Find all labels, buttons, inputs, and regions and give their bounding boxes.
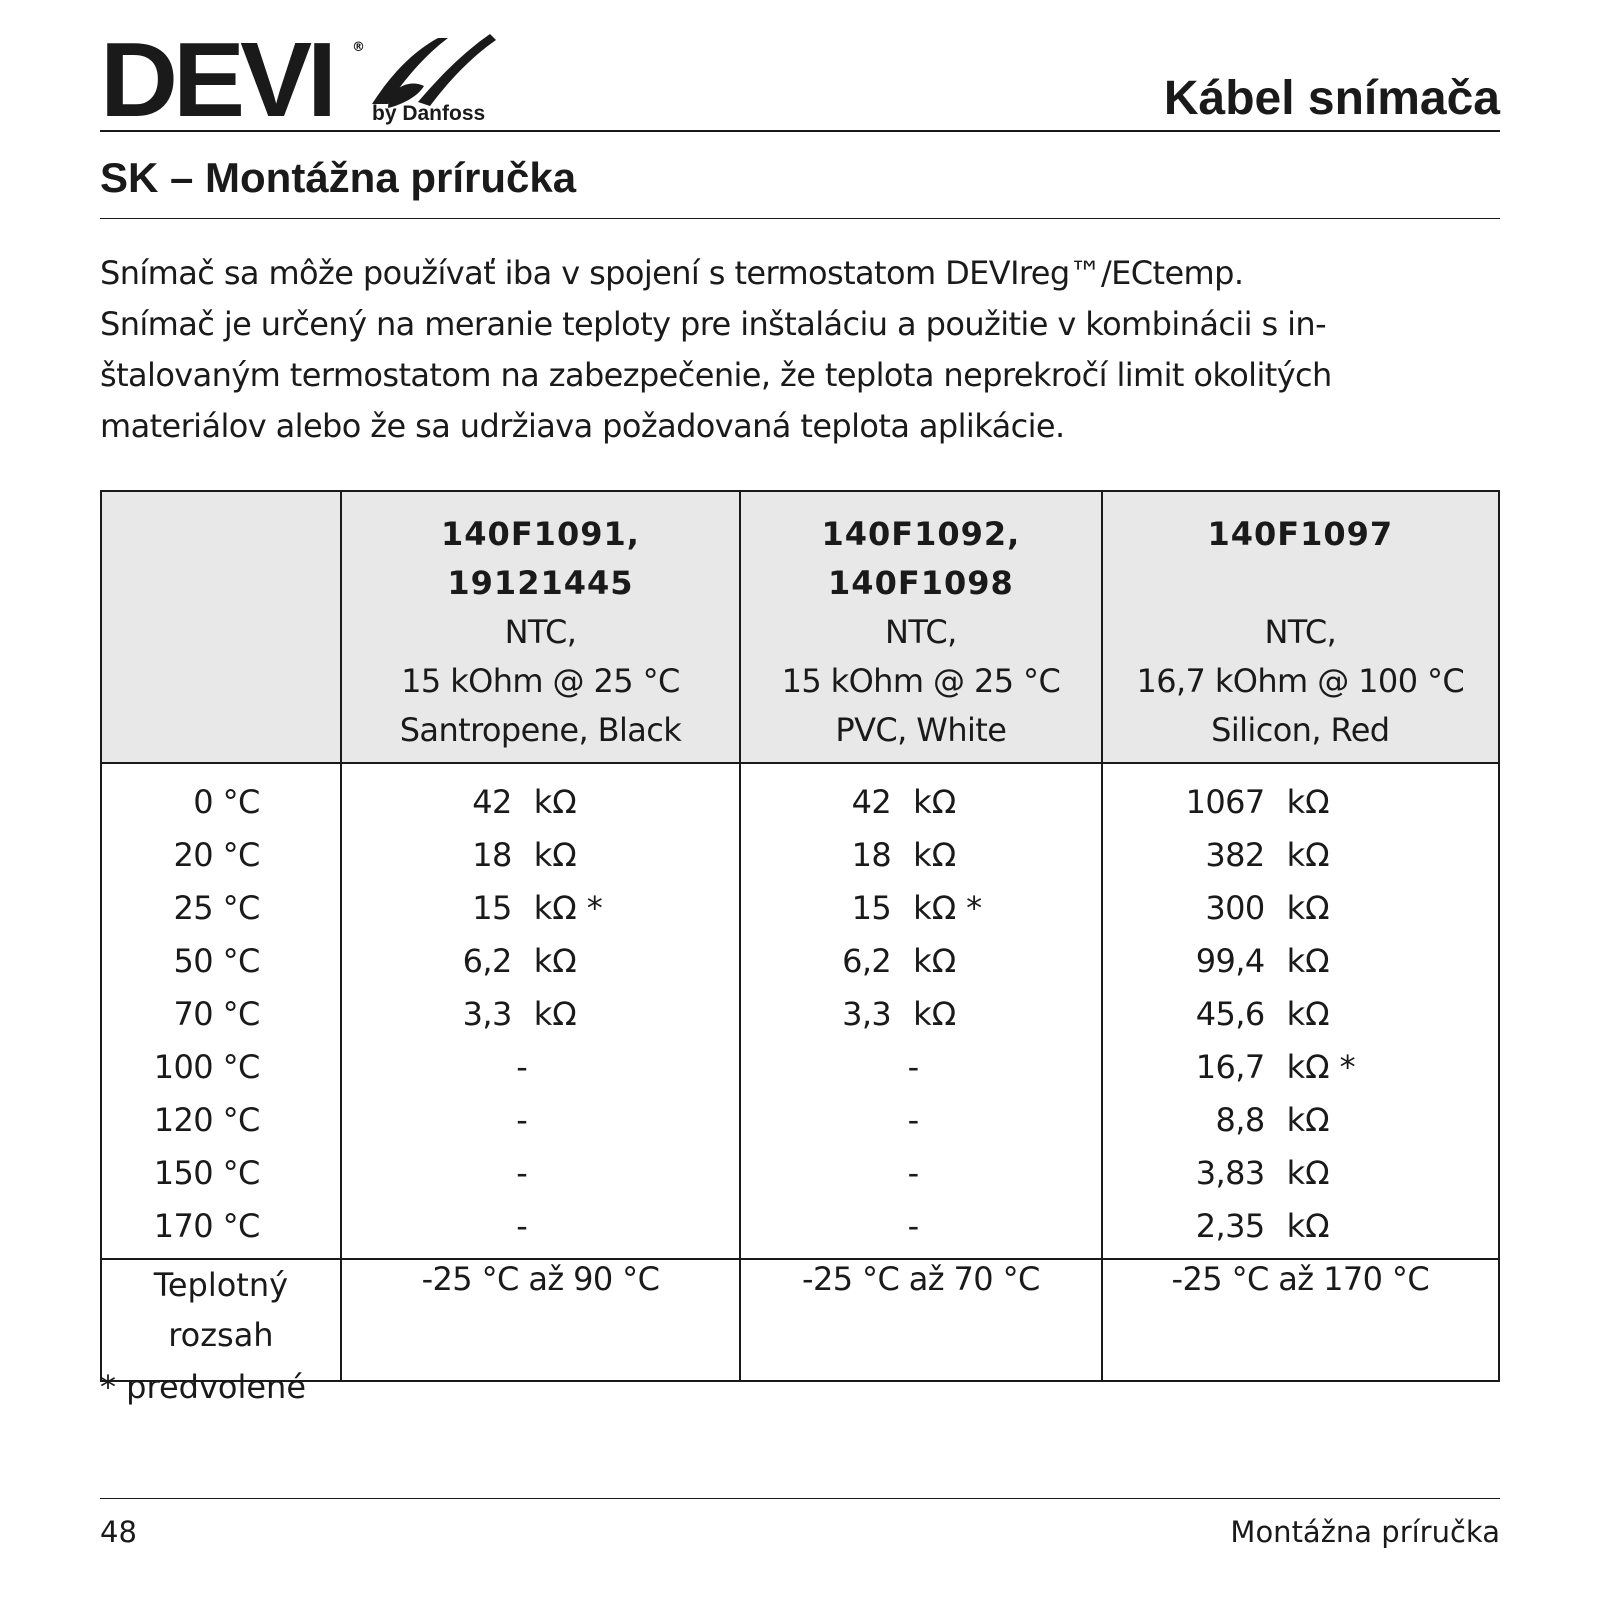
temperature-label: 150 °C [153,1154,260,1192]
resistance-number: 300 [1205,889,1265,927]
model-number: 19121445 [447,564,634,602]
resistance-column [1102,763,1499,1259]
sensor-type: NTC, [1264,613,1337,651]
intro-line: Snímač je určený na meranie teploty pre inštaláciu a použitie v kombinácii s in- [100,305,1327,343]
resistance-value [741,1041,1100,1094]
sensor-cable: Santropene, Black [399,711,682,749]
resistance-value [1103,882,1498,935]
resistance-unit: kΩ [1286,889,1330,927]
resistance-number: 42 [472,783,512,821]
default-marker: * [1339,1048,1356,1086]
resistance-unit: kΩ [1286,942,1330,980]
resistance-value [741,988,1100,1041]
intro-line: Snímač sa môže používať iba v spojení s termostatom DEVIreg™/ECtemp. [100,254,1244,292]
resistance-value [741,1094,1100,1147]
no-value-dash: - [516,1101,528,1139]
resistance-value [342,829,739,882]
temperature-label: 170 °C [153,1207,260,1245]
resistance-number: 3,83 [1195,1154,1265,1192]
temperature-label: 120 °C [153,1101,260,1139]
resistance-number: 18 [472,836,512,874]
resistance-number: 2,35 [1195,1207,1265,1245]
temperature-column [101,763,341,1259]
temperature-label: 25 °C [173,889,260,927]
default-marker: * [966,889,983,927]
resistance-unit: kΩ [1286,836,1330,874]
resistance-value [342,776,739,829]
range-value: -25 °C až 170 °C [1102,1259,1499,1381]
resistance-number: 382 [1205,836,1265,874]
resistance-unit: kΩ [533,836,577,874]
sensor-cable: PVC, White [835,711,1007,749]
logo-wordmark: DEVI [100,21,332,139]
resistance-number: 99,4 [1195,942,1265,980]
resistance-unit: kΩ [1286,995,1330,1033]
registered-mark: ® [352,40,365,55]
intro-paragraph [100,248,1500,452]
resistance-value [1103,829,1498,882]
resistance-value [741,882,1100,935]
resistance-unit: kΩ [913,783,957,821]
resistance-value [342,882,739,935]
column-header [740,491,1101,763]
resistance-value [1103,988,1498,1041]
intro-line: štalovaným termostatom na zabezpečenie, že teplota neprekročí limit okolitých [100,356,1332,394]
page-number: 48 [100,1515,137,1549]
sensor-resistance: 15 kOhm @ 25 °C [401,662,680,700]
no-value-dash: - [907,1154,920,1192]
intro-line: materiálov alebo že sa udržiava požadovaná teplota aplikácie. [100,407,1065,445]
model-number: 140F1091, [441,515,640,553]
model-number: 140F1097 [1207,515,1394,553]
resistance-unit: kΩ [1286,1048,1330,1086]
resistance-number: 1067 [1185,783,1265,821]
default-marker: * [586,889,603,927]
logo-byline: by Danfoss [372,102,486,125]
section-heading: SK – Montážna príručka [100,154,577,201]
temperature-label: 100 °C [153,1048,260,1086]
no-value-dash: - [516,1207,528,1245]
document-title: Kábel snímača [1163,72,1500,125]
resistance-value [741,1147,1100,1200]
sensor-type: NTC, [504,613,577,651]
sensor-resistance: 15 kOhm @ 25 °C [781,662,1061,700]
sensor-resistance: 16,7 kOhm @ 100 °C [1136,662,1465,700]
range-value: -25 °C až 70 °C [740,1259,1101,1381]
temperature-label: 0 °C [193,783,260,821]
resistance-unit: kΩ [913,836,957,874]
header-rule [100,130,1500,132]
sensor-spec-table [100,490,1500,1382]
column-header [1102,491,1499,763]
resistance-number: 15 [851,889,892,927]
no-value-dash: - [907,1101,920,1139]
resistance-column [740,763,1101,1259]
temperature-label: 50 °C [173,942,260,980]
range-label: Teplotný [153,1266,289,1304]
resistance-value [741,1200,1100,1253]
resistance-data-row [101,763,1499,1259]
temperature-label: 70 °C [173,995,260,1033]
resistance-number: 45,6 [1195,995,1265,1033]
resistance-value [1103,1041,1498,1094]
section-rule [100,218,1500,219]
devi-logo [100,21,500,139]
resistance-value [342,1094,739,1147]
footer-rule [100,1498,1500,1499]
resistance-number: 18 [851,836,892,874]
resistance-unit: kΩ [533,889,577,927]
column-header [341,491,740,763]
resistance-unit: kΩ [533,942,577,980]
model-number: 140F1092, [821,515,1021,553]
resistance-unit: kΩ [913,942,957,980]
table-header-row [101,491,1499,763]
resistance-unit: kΩ [913,889,957,927]
no-value-dash: - [907,1048,920,1086]
temperature-range-row [101,1259,1499,1381]
sensor-cable: Silicon, Red [1211,711,1390,749]
resistance-value [741,776,1100,829]
resistance-number: 6,2 [462,942,512,980]
resistance-unit: kΩ [913,995,957,1033]
resistance-number: 8,8 [1215,1101,1265,1139]
resistance-value [1103,1200,1498,1253]
resistance-number: 15 [472,889,512,927]
resistance-value [1103,1147,1498,1200]
resistance-unit: kΩ [1286,1154,1330,1192]
resistance-value [342,935,739,988]
resistance-value [1103,776,1498,829]
resistance-number: 3,3 [462,995,512,1033]
resistance-number: 6,2 [842,942,892,980]
footer-title: Montážna príručka [1230,1515,1500,1549]
footnote: * predvolené [100,1368,306,1406]
sensor-type: NTC, [885,613,957,651]
resistance-unit: kΩ [1286,1101,1330,1139]
range-value: -25 °C až 90 °C [341,1259,740,1381]
range-label: rozsah [168,1316,274,1354]
resistance-value [1103,935,1498,988]
model-number [1103,559,1498,608]
resistance-unit: kΩ [1286,783,1330,821]
model-number: 140F1098 [828,564,1014,602]
resistance-number: 16,7 [1195,1048,1265,1086]
resistance-value [342,1041,739,1094]
resistance-value [342,1147,739,1200]
resistance-column [341,763,740,1259]
resistance-value [741,935,1100,988]
resistance-value [342,988,739,1041]
no-value-dash: - [516,1048,528,1086]
resistance-number: 42 [851,783,892,821]
resistance-value [741,829,1100,882]
resistance-unit: kΩ [1286,1207,1330,1245]
resistance-unit: kΩ [533,995,577,1033]
no-value-dash: - [516,1154,528,1192]
no-value-dash: - [907,1207,920,1245]
resistance-number: 3,3 [842,995,892,1033]
temperature-label: 20 °C [173,836,260,874]
table-corner-cell [101,491,341,763]
resistance-unit: kΩ [533,783,577,821]
resistance-value [1103,1094,1498,1147]
resistance-value [342,1200,739,1253]
